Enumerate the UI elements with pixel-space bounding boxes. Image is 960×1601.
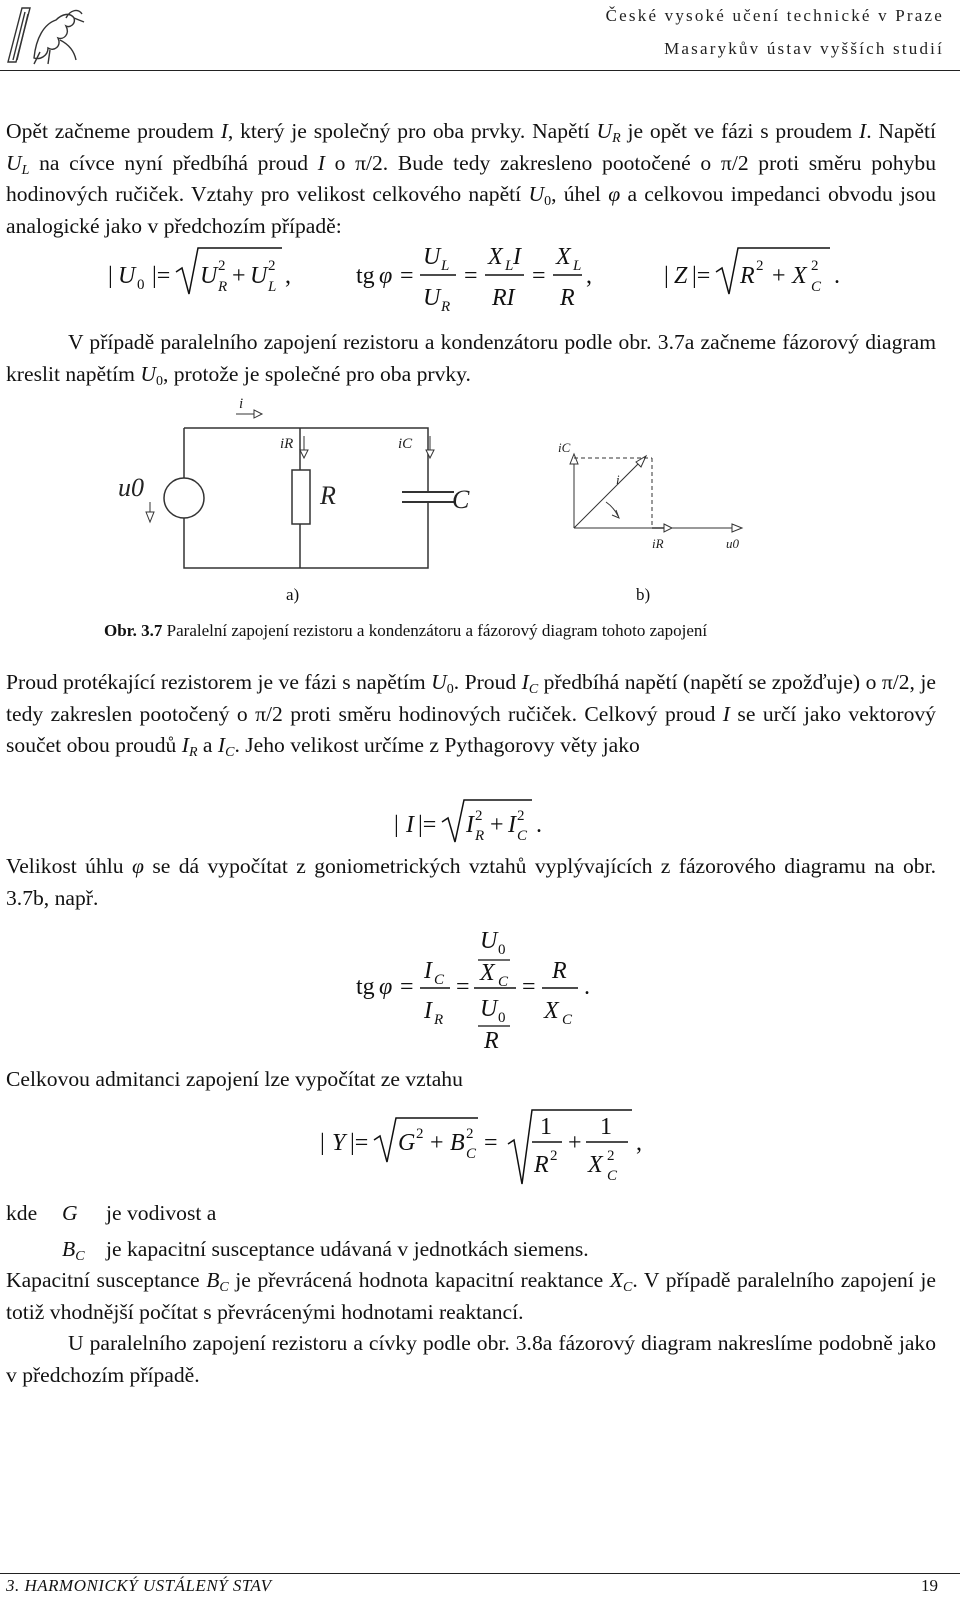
svg-text:C: C: [517, 828, 528, 844]
svg-text:+: +: [772, 263, 786, 289]
svg-text:L: L: [268, 279, 277, 295]
svg-text:0: 0: [498, 942, 506, 958]
svg-text:2: 2: [218, 258, 226, 274]
svg-text:2: 2: [607, 1148, 615, 1164]
paragraph-2: V případě paralelního zapojení rezistoru a kondenzátoru podle obr. 3.7a začneme fázorový diagram kreslit napětím $U_0$, protože je společné pro oba prvky.: [6, 330, 936, 389]
svg-text:C: C: [498, 974, 509, 990]
svg-text:0: 0: [137, 277, 145, 293]
definition-G-text: je vodivost a: [106, 1201, 217, 1225]
circuit-label-iC: iC: [398, 436, 413, 452]
svg-text:2: 2: [466, 1126, 474, 1142]
svg-text:R: R: [434, 1012, 444, 1028]
svg-text:R: R: [475, 828, 485, 844]
circuit-diagram: [108, 392, 508, 582]
svg-text:C: C: [434, 972, 445, 988]
svg-text:0: 0: [498, 1010, 506, 1026]
formula-voltage-impedance: [90, 228, 870, 320]
figure-caption: [104, 621, 707, 641]
svg-text:|: |: [664, 263, 669, 289]
definition-kde: kde: [6, 1201, 38, 1225]
svg-text:|=: |=: [152, 263, 171, 289]
svg-text:C: C: [562, 1012, 573, 1028]
svg-text:I: I: [424, 958, 432, 984]
svg-text:R: R: [534, 1152, 549, 1178]
svg-text:U: U: [250, 263, 268, 289]
svg-text:,: ,: [636, 1130, 642, 1156]
svg-text:2: 2: [475, 808, 483, 824]
svg-text:U: U: [423, 285, 441, 311]
svg-text:tg: tg: [356, 263, 375, 289]
phasor-diagram: [548, 436, 768, 556]
header-rule: [0, 70, 960, 71]
figure-label-b: b): [636, 585, 651, 604]
svg-text:φ: φ: [379, 263, 393, 289]
svg-text:2: 2: [550, 1148, 558, 1164]
department-name: Masarykův ústav vyšších studií: [664, 39, 944, 58]
circuit-label-C: C: [452, 485, 470, 514]
svg-text:I: I: [508, 812, 516, 838]
svg-text:R: R: [441, 299, 451, 315]
svg-text:2: 2: [517, 808, 525, 824]
svg-text:=: =: [400, 263, 414, 289]
svg-text:,: ,: [586, 263, 592, 289]
svg-text:U: U: [200, 263, 218, 289]
formula-tangent-parallel: [350, 922, 630, 1058]
svg-text:U: U: [423, 244, 441, 270]
svg-text:|=: |=: [418, 812, 437, 838]
svg-text:2: 2: [811, 258, 819, 274]
figure-caption-text: Paralelní zapojení rezistoru a kondenzátoru a fázorový diagram tohoto zapojení: [166, 621, 708, 640]
paragraph-6: Kapacitní susceptance $B_C$ je převrácená hodnota kapacitní reaktance $X_C$. V případě paralelního zapojení je totiž vhodnější počítat s převrácenými hodnotami reaktancí.: [6, 1268, 936, 1324]
svg-text:X: X: [544, 998, 559, 1024]
figure-caption-number: Obr. 3.7: [104, 621, 163, 640]
svg-text:I: I: [513, 244, 521, 270]
svg-text:RI: RI: [492, 285, 515, 311]
phasor-label-iR: iR: [652, 536, 664, 551]
footer-page-number: 19: [921, 1576, 938, 1595]
paragraph-5: Celkovou admitanci zapojení lze vypočítat ze vztahu: [6, 1067, 463, 1091]
svg-text:.: .: [834, 263, 840, 289]
svg-text:|: |: [320, 1130, 325, 1156]
svg-text:|: |: [108, 263, 113, 289]
phasor-label-u0: u0: [726, 536, 739, 551]
svg-text:1: 1: [540, 1114, 552, 1140]
svg-text:=: =: [484, 1130, 498, 1156]
svg-text:Z: Z: [674, 263, 688, 289]
svg-text:|: |: [394, 812, 399, 838]
svg-text:tg: tg: [356, 974, 375, 1000]
svg-text:|=: |=: [350, 1130, 369, 1156]
svg-text:B: B: [450, 1130, 465, 1156]
svg-text:Y: Y: [332, 1130, 346, 1156]
footer-rule: [0, 1573, 960, 1574]
circuit-label-R: R: [320, 481, 336, 510]
svg-text:R: R: [218, 279, 228, 295]
svg-text:U: U: [480, 996, 498, 1022]
svg-text:=: =: [464, 263, 478, 289]
svg-text:U: U: [480, 928, 498, 954]
svg-text:,: ,: [285, 263, 291, 289]
phasor-label-i: i: [616, 472, 620, 487]
svg-text:C: C: [811, 279, 822, 295]
svg-text:X: X: [480, 960, 495, 986]
institution-name: České vysoké učení technické v Praze: [605, 6, 944, 25]
svg-text:+: +: [568, 1130, 582, 1156]
paragraph-4: Velikost úhlu φ se dá vypočítat z goniometrických vztahů vyplývajících z fázorového diagramu na obr. 3.7b, např.: [6, 854, 936, 910]
svg-text:.: .: [584, 974, 590, 1000]
svg-text:=: =: [522, 974, 536, 1000]
svg-text:R: R: [740, 263, 755, 289]
svg-text:U: U: [118, 263, 136, 289]
figure-label-a: a): [286, 585, 300, 604]
svg-text:+: +: [490, 812, 504, 838]
svg-text:G: G: [398, 1130, 416, 1156]
svg-text:I: I: [406, 812, 414, 838]
svg-text:+: +: [232, 263, 246, 289]
svg-text:2: 2: [268, 258, 276, 274]
phasor-label-iC: iC: [558, 440, 571, 455]
definition-B-text: je kapacitní susceptance udávaná v jednotkách siemens.: [106, 1237, 589, 1261]
definition-B-symbol: $B_C$: [62, 1237, 85, 1264]
svg-text:|=: |=: [692, 263, 711, 289]
ctu-logo: [4, 4, 92, 66]
svg-text:R: R: [560, 285, 575, 311]
svg-text:X: X: [588, 1152, 603, 1178]
svg-text:2: 2: [756, 258, 764, 274]
paragraph-3: Proud protékající rezistorem je ve fázi s napětím $U_0$. Proud $I_C$ předbíhá napětí (napětí se zpožďuje) o π/2, je tedy zakreslen pootočený o π/2 proti směru hodinových ručiček. Celkový proud I se určí jako vektorový součet obou proudů $I_R$ a $I_C$. Jeho velikost určíme z Pythagorovy věty jako: [6, 670, 936, 760]
footer-chapter: 3. HARMONICKÝ USTÁLENÝ STAV: [6, 1576, 272, 1595]
svg-text:1: 1: [600, 1114, 612, 1140]
svg-text:I: I: [466, 812, 474, 838]
svg-text:X: X: [488, 244, 503, 270]
svg-text:R: R: [552, 958, 567, 984]
formula-current: [390, 796, 570, 846]
svg-text:C: C: [466, 1146, 477, 1162]
svg-text:L: L: [441, 258, 450, 274]
svg-text:L: L: [505, 258, 514, 274]
circuit-label-i: i: [239, 396, 244, 412]
circuit-label-iR: iR: [280, 436, 294, 452]
svg-text:I: I: [424, 998, 432, 1024]
svg-text:C: C: [607, 1168, 618, 1184]
paragraph-1: Opět začneme proudem I, který je společný pro oba prvky. Napětí $U_R$ je opět ve fázi s proudem I. Napětí $U_L$ na cívce nyní předbíhá proud I o π/2. Bude tedy zakresleno pootočené o π/2 proti směru pohybu hodinových ručiček. Vztahy pro velikost celkového napětí $U_0$, úhel φ a celkovou impedanci obvodu jsou analogické jako v předchozím případě:: [6, 119, 937, 238]
definition-G-symbol: G: [62, 1201, 78, 1225]
svg-text:R: R: [484, 1028, 499, 1054]
svg-text:X: X: [556, 244, 571, 270]
circuit-label-u0: u0: [118, 473, 144, 502]
svg-text:=: =: [532, 263, 546, 289]
formula-admittance: [314, 1106, 654, 1188]
svg-text:X: X: [792, 263, 807, 289]
svg-text:+: +: [430, 1130, 444, 1156]
svg-text:.: .: [536, 812, 542, 838]
svg-text:φ: φ: [379, 974, 393, 1000]
svg-text:=: =: [456, 974, 470, 1000]
svg-text:L: L: [573, 258, 582, 274]
paragraph-7: U paralelního zapojení rezistoru a cívky podle obr. 3.8a fázorový diagram nakreslíme podobně jako v předchozím případě.: [6, 1331, 936, 1387]
svg-text:2: 2: [416, 1126, 424, 1142]
svg-text:=: =: [400, 974, 414, 1000]
